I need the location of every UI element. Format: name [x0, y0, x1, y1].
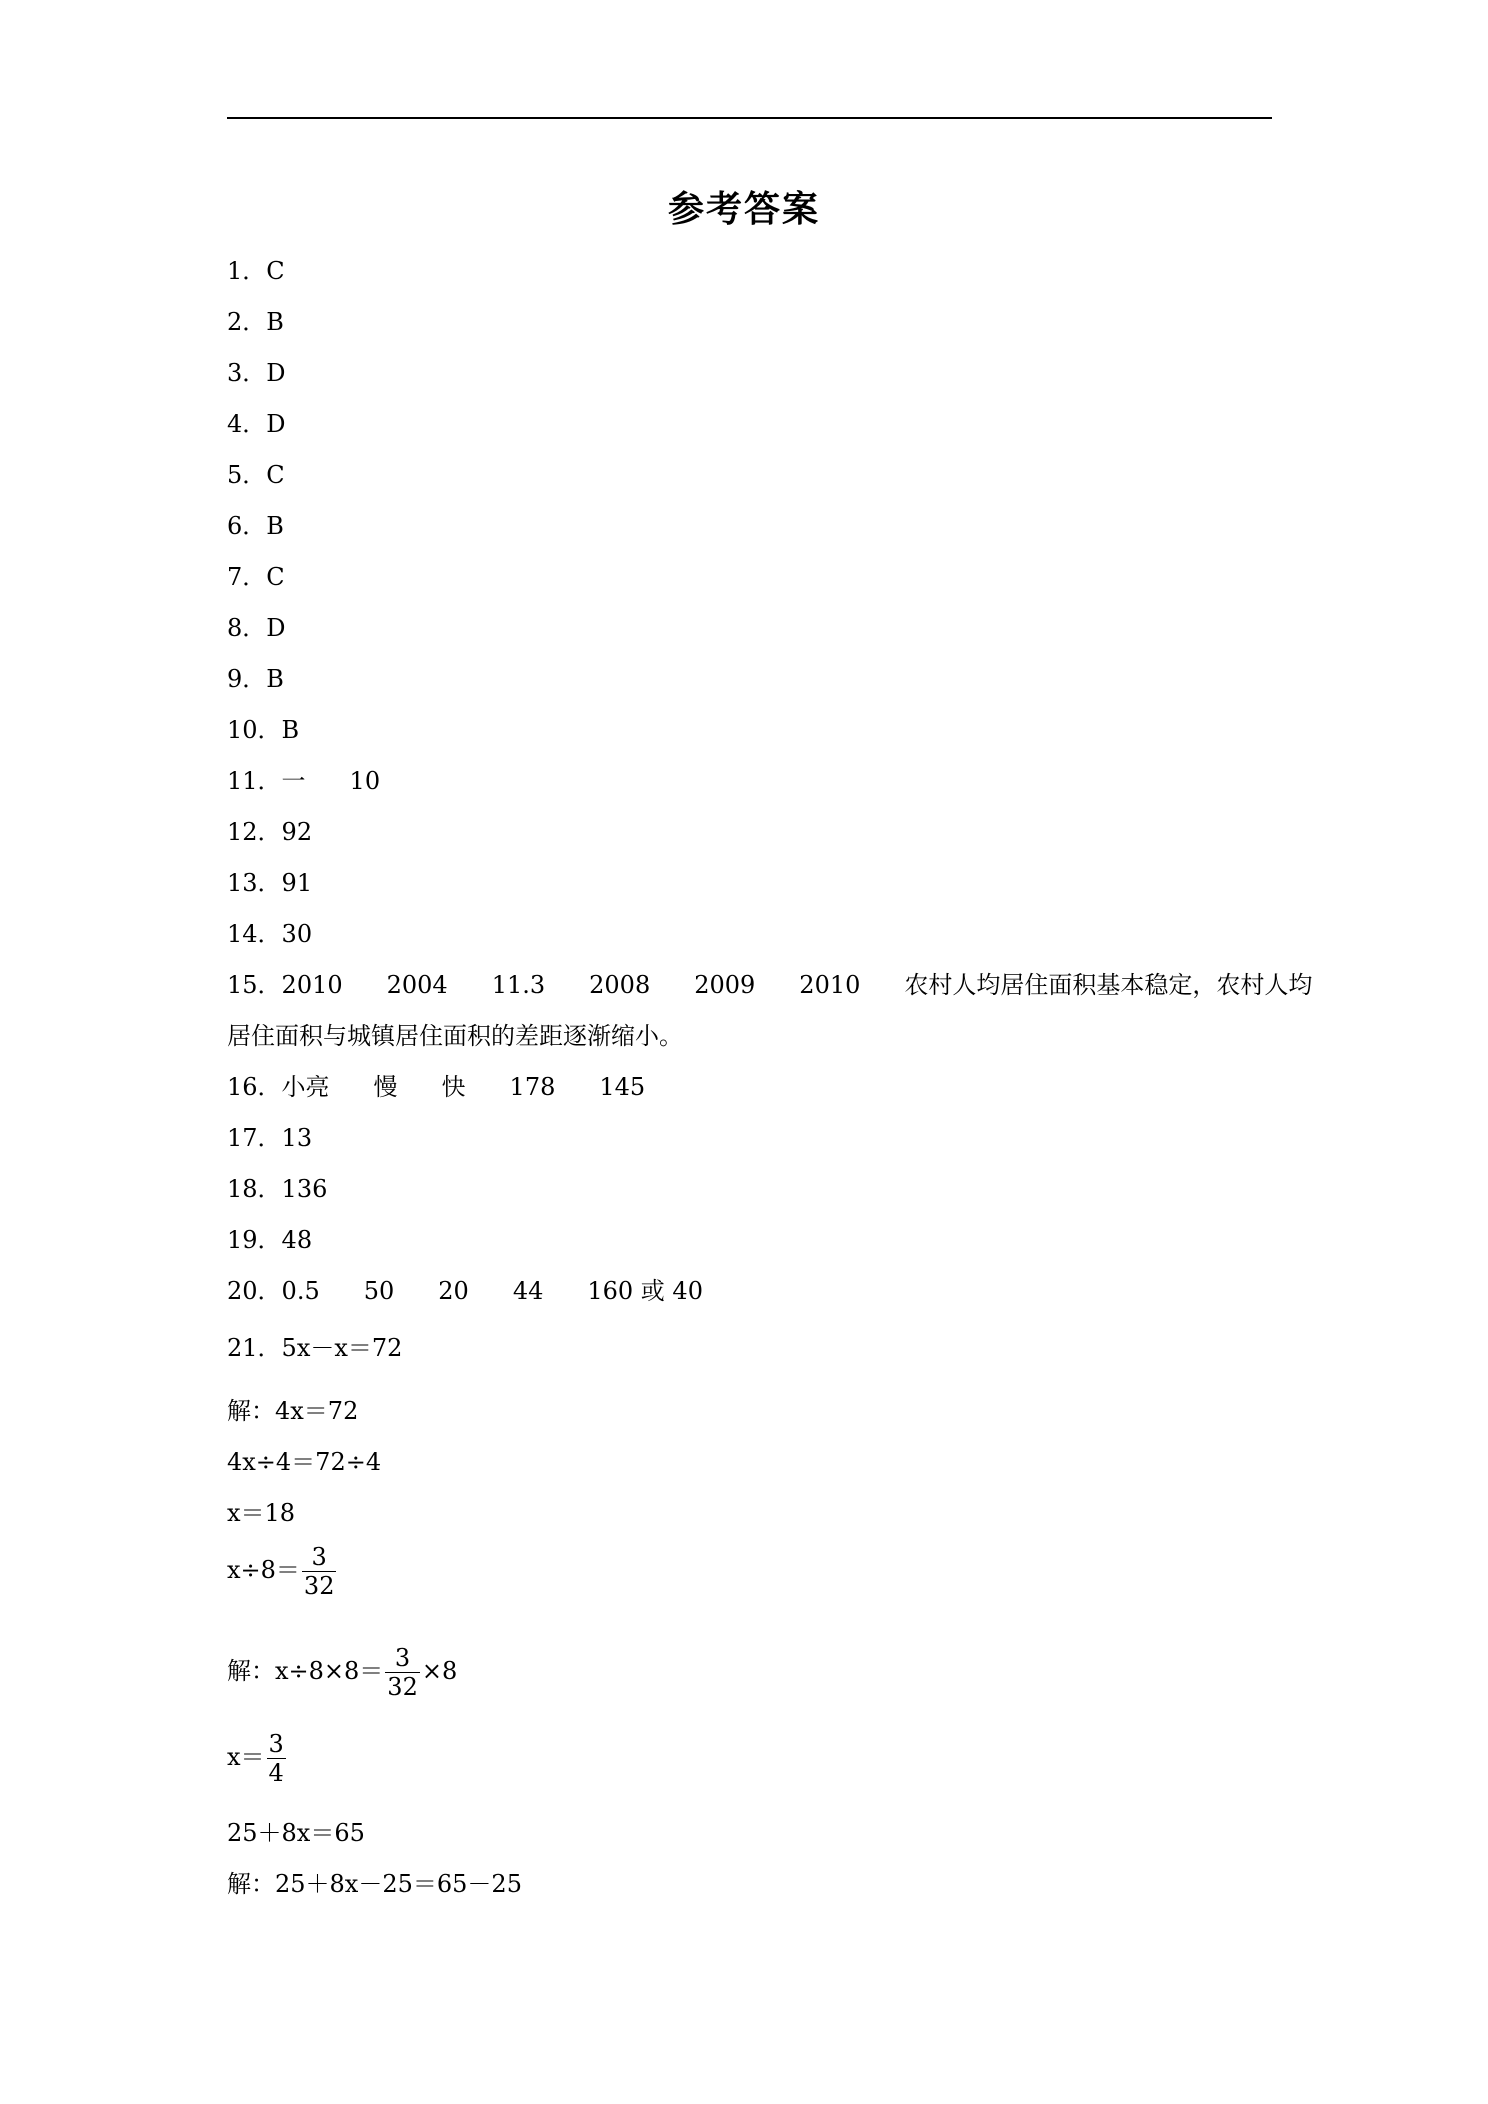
answer-9 [227, 664, 284, 694]
equation-3: 25＋8x＝65 [227, 1819, 365, 1847]
answer-value: 13 [281, 1124, 313, 1152]
answer-number: 3． [227, 359, 267, 387]
answer-value: 小亮 [281, 1073, 330, 1101]
answer-21 [227, 1333, 402, 1363]
answer-number: 16． [227, 1073, 282, 1101]
answer-4 [227, 409, 286, 439]
answer-number: 11． [227, 767, 282, 795]
header-rule [227, 117, 1272, 119]
answer-value: B [281, 716, 300, 744]
solution-step: 4x÷4＝72÷4 [227, 1448, 382, 1476]
answer-2 [227, 307, 284, 337]
answer-13 [227, 868, 312, 898]
answer-value: D [266, 410, 286, 438]
answer-number: 10． [227, 716, 282, 744]
answer-18 [227, 1174, 327, 1204]
solution-step [227, 1644, 457, 1701]
answer-value: 48 [281, 1226, 313, 1254]
fraction-denominator: 32 [303, 1572, 335, 1600]
answer-value: 慢 [373, 1073, 398, 1101]
page-title: 参考答案 [667, 189, 820, 230]
answer-value: B [266, 665, 284, 693]
answer-5 [227, 460, 285, 490]
answer-value: 2008 [589, 971, 651, 999]
answer-number: 6． [227, 512, 267, 540]
answer-7 [227, 562, 285, 592]
answer-20 [227, 1276, 703, 1306]
answer-number: 4． [227, 410, 267, 438]
fraction [385, 1644, 420, 1701]
equation-left: x÷8＝ [227, 1556, 300, 1584]
fraction-numerator: 3 [302, 1543, 337, 1572]
answer-3 [227, 358, 286, 388]
answer-value: 30 [281, 920, 313, 948]
answer-19 [227, 1225, 312, 1255]
answer-value: 92 [281, 818, 313, 846]
answer-number: 19． [227, 1226, 282, 1254]
answer-value: 2009 [694, 971, 756, 999]
fraction-denominator: 32 [387, 1673, 418, 1701]
answer-17 [227, 1123, 312, 1153]
answer-value: 2010 [799, 971, 861, 999]
answer-10 [227, 715, 299, 745]
answer-value: 136 [281, 1175, 328, 1203]
answer-value: 50 [363, 1277, 395, 1305]
answer-text: 居住面积与城镇居住面积的差距逐渐缩小。 [227, 1022, 683, 1050]
answer-number: 14． [227, 920, 282, 948]
fraction-denominator: 4 [268, 1759, 284, 1787]
answer-value: C [266, 563, 285, 591]
equation-right: ×8 [421, 1657, 458, 1685]
answer-value: 快 [441, 1073, 466, 1101]
answer-15 [227, 970, 1312, 1000]
answer-value: D [266, 359, 286, 387]
solution-step [227, 1730, 288, 1787]
fraction-numerator: 3 [268, 1730, 284, 1758]
answer-number: 21． [227, 1334, 282, 1362]
answer-number: 20． [227, 1277, 282, 1305]
answer-value: 20 [438, 1277, 469, 1305]
answer-number: 13． [227, 869, 282, 897]
answer-value: D [266, 614, 286, 642]
answer-value: 178 [509, 1073, 556, 1101]
answer-value: 44 [512, 1277, 544, 1305]
solution-step: 解：4x＝72 [227, 1397, 359, 1425]
solution-step: 解：25＋8x－25＝65－25 [227, 1870, 522, 1898]
answer-value: 10 [349, 767, 381, 795]
fraction [302, 1543, 337, 1600]
answer-value: B [266, 308, 284, 336]
fraction-numerator: 3 [385, 1644, 420, 1673]
equation-left: x＝ [227, 1743, 265, 1771]
equation-2 [227, 1543, 338, 1600]
equation-left: 解：x÷8×8＝ [227, 1657, 384, 1685]
answer-number: 18． [227, 1175, 282, 1203]
fraction [267, 1730, 286, 1787]
answer-16 [227, 1072, 645, 1102]
answer-number: 8． [227, 614, 267, 642]
answer-number: 17． [227, 1124, 282, 1152]
answer-11 [227, 766, 380, 796]
answer-8 [227, 613, 286, 643]
answer-12 [227, 817, 312, 847]
answer-value: C [266, 461, 285, 489]
solution-step: x＝18 [227, 1499, 296, 1527]
answer-14 [227, 919, 312, 949]
answer-value: 一 [281, 767, 306, 795]
answer-value: 160 或 40 [587, 1277, 703, 1305]
answer-value: 2010 [281, 971, 343, 999]
equation: 5x－x＝72 [281, 1334, 403, 1362]
answer-number: 1． [227, 257, 267, 285]
answer-number: 12． [227, 818, 282, 846]
answer-value: B [266, 512, 284, 540]
answer-15-continued [227, 1021, 683, 1051]
answer-number: 2． [227, 308, 267, 336]
answer-value: C [266, 257, 285, 285]
answer-number: 5． [227, 461, 267, 489]
answer-1 [227, 256, 285, 286]
answer-value: 0.5 [281, 1277, 320, 1305]
answer-value: 145 [599, 1073, 646, 1101]
answer-value: 11.3 [491, 971, 546, 999]
answer-text: 农村人均居住面积基本稳定，农村人均 [904, 971, 1313, 999]
answer-value: 2004 [386, 971, 448, 999]
answer-6 [227, 511, 284, 541]
answer-number: 7． [227, 563, 267, 591]
answer-number: 9． [227, 665, 267, 693]
answer-value: 91 [281, 869, 313, 897]
answer-number: 15． [227, 971, 282, 999]
